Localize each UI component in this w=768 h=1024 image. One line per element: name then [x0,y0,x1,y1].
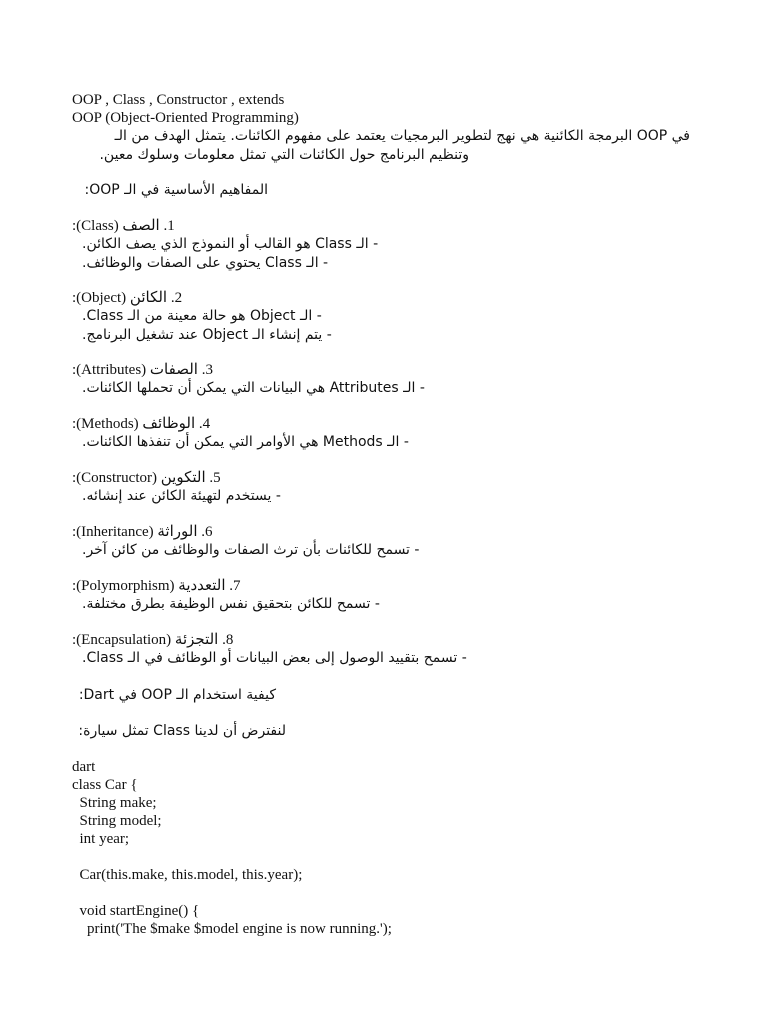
code-line: int year; [72,831,130,847]
dart-heading: كيفية استخدام الـ OOP في Dart: [78,687,276,703]
intro-line-1: في OOP البرمجة الكائنية هي نهج لتطوير البرمجيات يعتمد على مفهوم الكائنات. يتمثل الهدف من الـ [114,128,690,144]
document-title: OOP , Class , Constructor , extends [72,92,285,108]
concept-point: - يتم إنشاء الـ Object عند تشغيل البرنامج. [82,327,332,343]
concept-point: - الـ Object هو حالة معينة من الـ Class. [82,308,322,324]
concept-heading-object: 2. الكائن (Object): [72,290,183,306]
concept-heading-constructor: 5. التكوين (Constructor): [72,470,221,486]
concept-point: - الـ Attributes هي البيانات التي يمكن أن تحملها الكائنات. [82,380,425,396]
concept-heading-polymorphism: 7. التعددية (Polymorphism): [72,578,241,594]
code-line: dart [72,759,96,775]
concept-point: - الـ Class هو القالب أو النموذج الذي يصف الكائن. [82,236,379,252]
concept-point: - تسمح للكائن بتحقيق نفس الوظيفة بطرق مختلفة. [82,596,380,612]
concept-point: - الـ Class يحتوي على الصفات والوظائف. [82,255,329,271]
concept-point: - الـ Methods هي الأوامر التي يمكن أن تنفذها الكائنات. [82,434,409,450]
code-line: String model; [72,813,162,829]
concept-heading-class: 1. الصف (Class): [72,218,175,234]
document-subtitle: OOP (Object-Oriented Programming) [72,110,299,126]
code-line: String make; [72,795,157,811]
concept-point: - يستخدم لتهيئة الكائن عند إنشائه. [82,488,281,504]
concept-heading-methods: 4. الوظائف (Methods): [72,416,211,432]
concept-heading-attributes: 3. الصفات (Attributes): [72,362,213,378]
concept-point: - تسمح للكائنات بأن ترث الصفات والوظائف من كائن آخر. [82,542,420,558]
concept-point: - تسمح بتقييد الوصول إلى بعض البيانات أو الوظائف في الـ Class. [82,650,467,666]
code-line: void startEngine() { [72,903,200,919]
concept-heading-inheritance: 6. الوراثة (Inheritance): [72,524,213,540]
code-line: print('The $make $model engine is now running.'); [72,921,392,937]
code-line: Car(this.make, this.model, this.year); [72,867,303,883]
concepts-heading: المفاهيم الأساسية في الـ OOP: [84,182,268,198]
code-line: class Car { [72,777,138,793]
dart-intro: لنفترض أن لدينا Class تمثل سيارة: [78,723,286,739]
intro-line-2: وتنظيم البرنامج حول الكائنات التي تمثل معلومات وسلوك معين. [99,147,469,163]
concept-heading-encapsulation: 8. التجزئة (Encapsulation): [72,632,234,648]
